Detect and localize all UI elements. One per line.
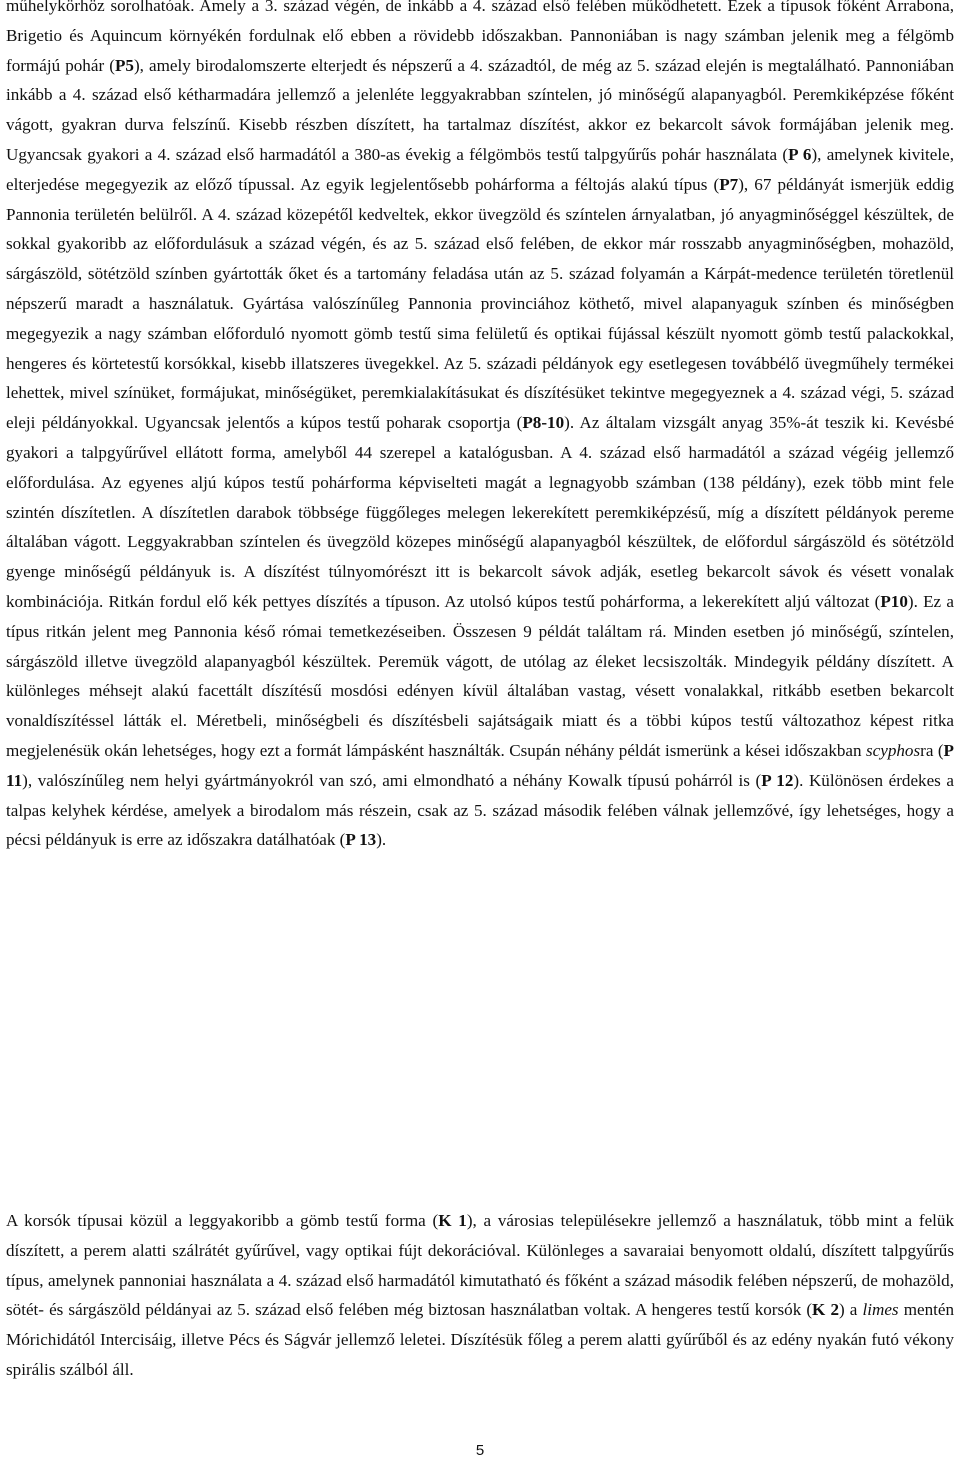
- text-run: ).: [376, 830, 387, 850]
- bold-reference: P10: [880, 591, 908, 611]
- text-run: ) a: [839, 1300, 863, 1320]
- text-run: ). Különösen érdekes a talpas kelyhek kérdése, amelyek a birodalom más részein, csak az 5. század második felében válnak jellemzővé, így lehetséges, hogy a pécsi példányuk is erre az időszakra datálhatóak (: [6, 770, 954, 850]
- bold-reference: P 6: [788, 144, 812, 164]
- text-run: ), amely birodalomszerte elterjedt és népszerű a 4. századtól, de még az 5. század elején is megtalálható. Pannoniában inkább a 4. század első kétharmadára jellemző a jelenléte leggyakrabban színtelen, jó minőségű alapanyagból. Peremkiképzése főként vágott, gyakran durva felszínű. Kisebb részben díszített, ha tartalmaz díszítést, akkor ez bekarcolt sávok formájában jelenik meg. Ugyancsak gyakori a 4. század első harmadától a 380-as évekig a félgömbös testű talpgyűrűs pohár használata (: [6, 55, 954, 164]
- text-run: műhelykörhöz sorolhatóak. Amely a 3. század végén, de inkább a 4. század első felében működhetett. Ezek a típusok főként Arrabona, Brigetio és Aquincum környékén fordulnak elő ebben a rövidebb időszakban. Pannoniában is nagy számban jelenik meg a félgömb formájú pohár (: [6, 0, 954, 75]
- body-paragraph-2: [6, 1206, 954, 1385]
- italic-term: scyphos: [866, 740, 921, 760]
- bold-reference: P5: [114, 55, 134, 75]
- bold-reference: P 11: [6, 740, 954, 790]
- bold-reference: P7: [719, 174, 739, 194]
- bold-reference: P 13: [345, 830, 377, 850]
- text-run: ), 67 példányát ismerjük eddig Pannonia területén belülről. A 4. század közepétől kedveltek, ekkor üvegzöld és színtelen árnyalatban, jó anyagminőséggel készültek, de sokkal gyakoribb az előfordulásuk a század végén, és az 5. század első felében, de ekkor már rosszabb anyagminőségben, mohazöld, sárgászöld, sötétzöld színben gyártották őket és a tartomány feladása után az 5. század folyamán a Kárpát-medence területén töretlenül népszerű maradt a használatuk. Gyártása valószínűleg Pannonia provinciához köthető, mivel alapanyaguk színben és minőségben megegyezik a nagy számban előforduló nyomott gömb testű sima felületű és optikai fújással készült nyomott gömb testű palackokkal, hengeres és körtetestű korsókkal, kisebb illatszeres üvegekkel. Az 5. századi példányok egy esetlegesen továbbélő üvegműhely termékei lehettek, mivel színüket, formájukat, minőségüket, peremkialakításukat és díszítésüket tekintve megegyeznek a 4. század végi, 5. század eleji példányokkal. Ugyancsak jelentős a kúpos testű poharak csoportja (: [6, 174, 954, 433]
- bold-reference: K 2: [812, 1300, 839, 1320]
- text-run: ). Ez a típus ritkán jelent meg Pannonia késő római temetkezéseiben. Összesen 9 példát találtam rá. Minden esetben jó minőségű, színtelen, sárgászöld illetve üvegzöld alapanyagból készültek. Peremük vágott, de utólag az éleket lecsiszolták. Mindegyik példány díszített. A különleges méhsejt alakú facettált díszítésű mosdósi edényen kívül általában vastag, vésett vonalakkal, ritkább esetben bekarcolt vonaldíszítéssel látták el. Méretbeli, minőségbeli és díszítésbeli sajátságaik miatt és a többi kúpos testű változathoz képest ritka megjelenésük okán lehetséges, hogy ezt a formát lámpásként használták. Csupán néhány példát ismerünk a kései időszakban: [6, 591, 954, 760]
- bold-reference: P 12: [761, 770, 794, 790]
- text-run: ). Az általam vizsgált anyag 35%-át teszik ki. Kevésbé gyakori a talpgyűrűvel ellátott forma, amelyből 44 szerepel a katalógusban. A 4. század első harmadától a század végéig jellemző előfordulása. Az egyenes aljú kúpos testű pohárforma képviselteti magát a legnagyobb számban (138 példány), ezek több mint fele szintén díszítetlen. A díszítetlen darabok többsége függőleges melegen lekerekített peremkiképzésű, míg a díszített példányok pereme általában vágott. Leggyakrabban színtelen és üvegzöld közepes minőségű alapanyagból készültek, de előfordul sárgászöld és sötétzöld gyenge minőségű példányuk is. A díszítést túlnyomórészt itt is bekarcolt sávok adják, esetleg bekarcolt sávok és vésett vonalak kombinációja. Ritkán fordul elő kék pettyes díszítés a típuson. Az utolsó kúpos testű pohárforma, a lekerekített aljú változat (: [6, 413, 954, 611]
- text-run: A korsók típusai közül a leggyakoribb a gömb testű forma (: [6, 1211, 439, 1230]
- text-run: ), valószínűleg nem helyi gyártmányokról van szó, ami elmondható a néhány Kowalk típusú pohárról is (: [22, 770, 762, 790]
- text-run: ), a városias településekre jellemző a használatuk, több mint a felük díszített, a perem alatti szálrátét gyűrűvel, vagy optikai fújt dekorációval. Különleges a savaraiai benyomott oldalú, díszített talpgyűrűs típus, amelynek pannoniai használata a 4. század első harmadától kimutatható és főként a század második felében népszerű, de mohazöld, sötét- és sárgászöld példányai az 5. század első felében még biztosan használatban voltak. A hengeres testű korsók (: [6, 1211, 954, 1320]
- text-run: mentén Mórichidától Intercisáig, illetve Pécs és Ságvár jellemző leletei. Díszítésük főleg a perem alatti gyűrűből és az edény nyakán futó vékony spirális szálból áll.: [6, 1300, 955, 1379]
- text-run: ra (: [920, 740, 944, 760]
- bold-reference: K 1: [438, 1211, 467, 1230]
- italic-term: limes: [862, 1300, 899, 1320]
- body-paragraph-1: [6, 0, 954, 855]
- page-number: 5: [475, 1442, 485, 1459]
- bold-reference: P8-10: [522, 413, 565, 433]
- text-run: ), amelynek kivitele, elterjedése megegyezik az előző típussal. Az egyik legjelentősebb pohárforma a féltojás alakú típus (: [6, 144, 954, 194]
